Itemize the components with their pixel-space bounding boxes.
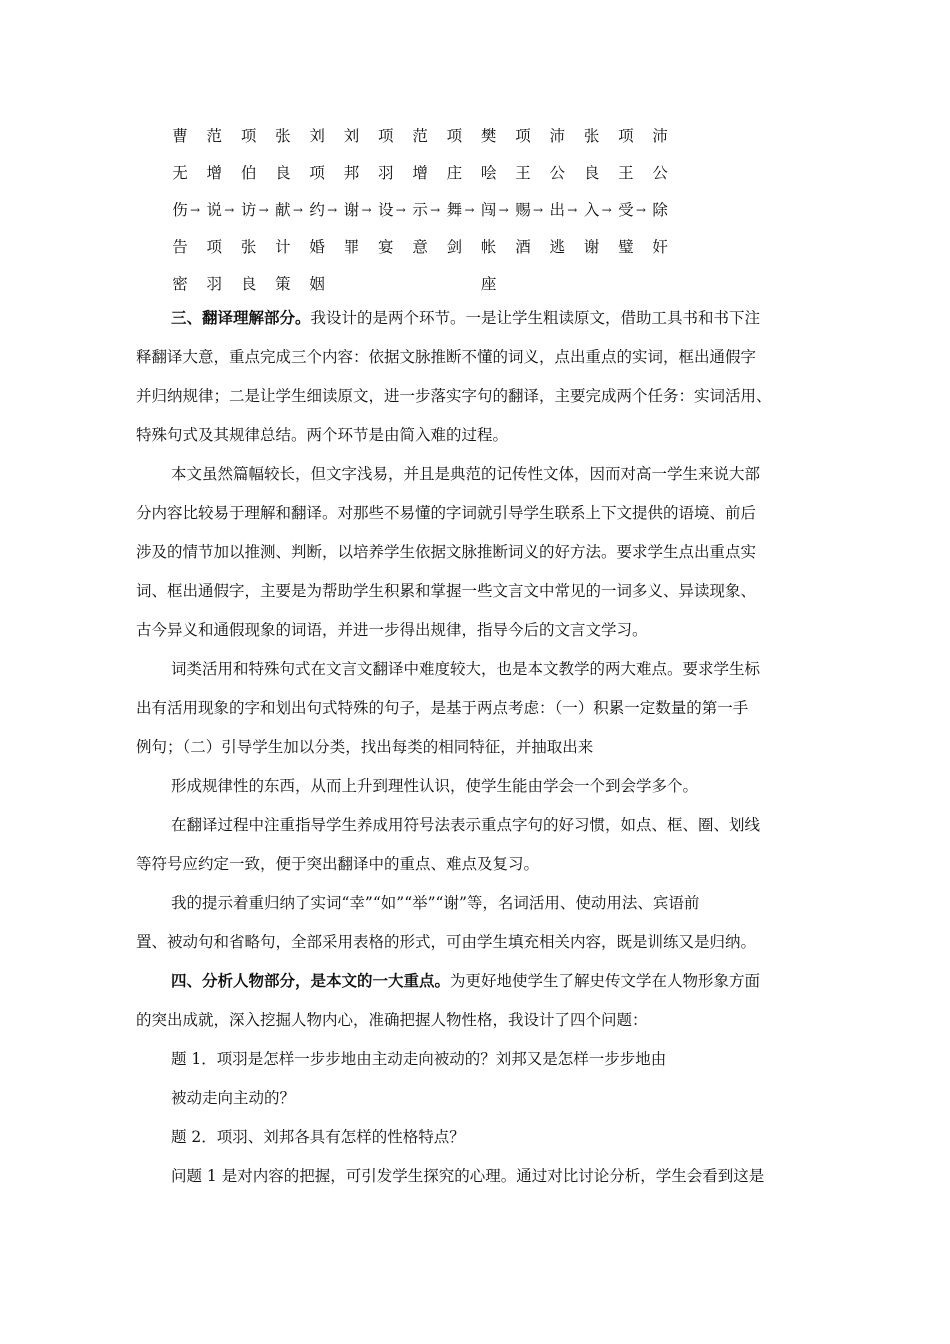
grid-char: 罪: [343, 238, 360, 256]
grid-char: 项: [618, 127, 634, 145]
arrow-char: →: [635, 203, 646, 217]
grid-char: 璧: [618, 238, 634, 256]
paragraph-line: 例句；（二）引导学生加以分类，找出每类的相同特征，并抽取出来: [136, 738, 594, 756]
grid-char: 约: [309, 201, 325, 219]
grid-char: 设: [378, 201, 394, 219]
grid-char: 良: [240, 275, 257, 293]
grid-char: 伤: [172, 201, 188, 219]
grid-char: 无: [172, 164, 188, 182]
section-4-line-1: [171, 969, 760, 993]
question-1-line-1: 题 1．项羽是怎样一步步地由主动走向被动的？刘邦又是怎样一步步地由: [171, 1050, 667, 1068]
grid-char: 除: [652, 201, 668, 219]
grid-char: 项: [378, 127, 394, 145]
grid-char: 姻: [309, 275, 325, 293]
grid-char: 项: [240, 127, 257, 145]
arrow-char: →: [327, 203, 338, 217]
paragraph-line: 的突出成就，深入挖掘人物内心，准确把握人物性格，我设计了四个问题：: [136, 1011, 648, 1029]
arrow-char: →: [224, 203, 235, 217]
grid-char: 舞: [446, 201, 463, 219]
section-4-text: 为更好地使学生了解史传文学在人物形象方面: [450, 972, 761, 990]
arrow-char: →: [430, 203, 441, 217]
grid-char: 公: [652, 164, 668, 182]
grid-char: 示: [412, 201, 428, 219]
grid-char: 刘: [343, 127, 360, 145]
paragraph-line: 并归纳规律；二是让学生细读原文，进一步落实字句的翻译，主要完成两个任务：实词活用、: [136, 387, 772, 405]
arrow-char: →: [258, 203, 269, 217]
paragraph-line: 涉及的情节加以推测、判断，以培养学生依据文脉推断词义的好方法。要求学生点出重点实: [136, 543, 757, 561]
grid-char: 良: [583, 164, 600, 182]
grid-char: 范: [412, 127, 428, 145]
paragraph-line: 出有活用现象的字和划出句式特殊的句子，是基于两点考虑：（一）积累一定数量的第一手: [136, 699, 749, 717]
grid-char: 王: [515, 164, 531, 182]
grid-char: 增: [412, 164, 428, 182]
grid-char: 张: [275, 127, 291, 145]
grid-char: 出: [549, 201, 566, 219]
paragraph-line: 分内容比较易于理解和翻译。对那些不易懂的字词就引导学生联系上下文提供的语境、前后: [136, 504, 757, 522]
grid-char: 座: [480, 275, 497, 293]
grid-char: 剑: [446, 238, 463, 256]
grid-char: 刘: [309, 127, 325, 145]
section-3-text: 我设计的是两个环节。一是让学生粗读原文，借助工具书和书下注: [310, 309, 761, 327]
grid-char: 帐: [480, 238, 497, 256]
grid-char: 献: [275, 201, 291, 219]
arrow-char: →: [601, 203, 612, 217]
grid-char: 婚: [309, 238, 325, 256]
grid-char: 伯: [240, 164, 257, 182]
grid-char: 策: [275, 275, 291, 293]
paragraph-line: 特殊句式及其规律总结。两个环节是由简入难的过程。: [136, 426, 509, 444]
grid-char: 意: [412, 238, 428, 256]
arrow-char: →: [189, 203, 201, 217]
grid-char: 谢: [583, 238, 600, 256]
grid-char: 赐: [515, 201, 531, 219]
grid-char: 谢: [343, 201, 360, 219]
paragraph-line: 词、框出通假字，主要是为帮助学生积累和掌握一些文言文中常见的一词多义、异读现象、: [136, 582, 757, 600]
grid-char: 哙: [480, 164, 497, 182]
grid-char: 沛: [652, 127, 668, 145]
grid-char: 入: [583, 201, 600, 219]
grid-char: 王: [618, 164, 634, 182]
arrow-char: →: [361, 203, 372, 217]
grid-char: 逃: [549, 238, 566, 256]
section-4-heading: 四、分析人物部分，是本文的一大重点。: [171, 971, 451, 990]
paragraph-line: 我的提示着重归纳了实词“幸”“如”“举”“谢”等，名词活用、使动用法、宾语前: [171, 894, 700, 912]
arrow-char: →: [464, 203, 475, 217]
paragraph-line: 问题 1 是对内容的把握，可引发学生探究的心理。通过对比讨论分析，学生会看到这是: [171, 1167, 765, 1185]
grid-char: 闯: [480, 201, 497, 219]
grid-char: 公: [549, 164, 566, 182]
question-2: 题 2．项羽、刘邦各具有怎样的性格特点？: [171, 1128, 465, 1146]
section-3-heading: 三、翻译理解部分。: [171, 308, 311, 327]
grid-char: 曹: [172, 127, 188, 145]
grid-char: 良: [275, 164, 291, 182]
grid-char: 奸: [652, 238, 668, 256]
grid-char: 羽: [378, 164, 394, 182]
paragraph-line: 古今异义和通假现象的词语，并进一步得出规律，指导今后的文言文学习。: [136, 621, 648, 639]
grid-char: 增: [206, 164, 223, 182]
grid-char: 庄: [446, 164, 463, 182]
grid-char: 项: [206, 238, 223, 256]
grid-char: 受: [618, 201, 634, 219]
arrow-char: →: [498, 203, 509, 217]
paragraph-line: 置、被动句和省略句，全部采用表格的形式，可由学生填充相关内容，既是训练又是归纳。: [136, 933, 757, 951]
grid-char: 告: [172, 238, 188, 256]
question-1-line-2: 被动走向主动的？: [171, 1089, 296, 1107]
grid-char: 项: [309, 164, 325, 182]
grid-char: 羽: [206, 275, 223, 293]
paragraph-line: 形成规律性的东西，从而上升到理性认识，使学生能由学会一个到会学多个。: [171, 777, 699, 795]
paragraph-line: 本文虽然篇幅较长，但文字浅易，并且是典范的记传性文体，因而对高一学生来说大部: [171, 465, 761, 483]
arrow-char: →: [292, 203, 303, 217]
paragraph-line: 等符号应约定一致，便于突出翻译中的重点、难点及复习。: [136, 855, 540, 873]
arrow-char: →: [395, 203, 406, 217]
grid-char: 张: [240, 238, 257, 256]
section-3-line-1: [171, 306, 760, 330]
grid-char: 说: [206, 201, 223, 219]
grid-char: 项: [446, 127, 463, 145]
grid-char: 密: [172, 275, 188, 293]
paragraph-line: 释翻译大意，重点完成三个内容：依据文脉推断不懂的词义，点出重点的实词，框出通假字: [136, 348, 757, 366]
grid-char: 樊: [480, 127, 497, 145]
arrow-char: →: [532, 203, 544, 217]
grid-char: 宴: [378, 238, 394, 256]
grid-char: 张: [583, 127, 600, 145]
grid-char: 项: [515, 127, 531, 145]
grid-char: 范: [206, 127, 223, 145]
grid-char: 计: [275, 238, 291, 256]
arrow-char: →: [567, 203, 578, 217]
grid-char: 邦: [343, 164, 360, 182]
paragraph-line: 在翻译过程中注重指导学生养成用符号法表示重点字句的好习惯，如点、框、圈、划线: [171, 816, 761, 834]
grid-char: 酒: [515, 238, 531, 256]
paragraph-line: 词类活用和特殊句式在文言文翻译中难度较大，也是本文教学的两大难点。要求学生标: [171, 660, 761, 678]
grid-char: 访: [240, 201, 257, 219]
grid-char: 沛: [549, 127, 566, 145]
